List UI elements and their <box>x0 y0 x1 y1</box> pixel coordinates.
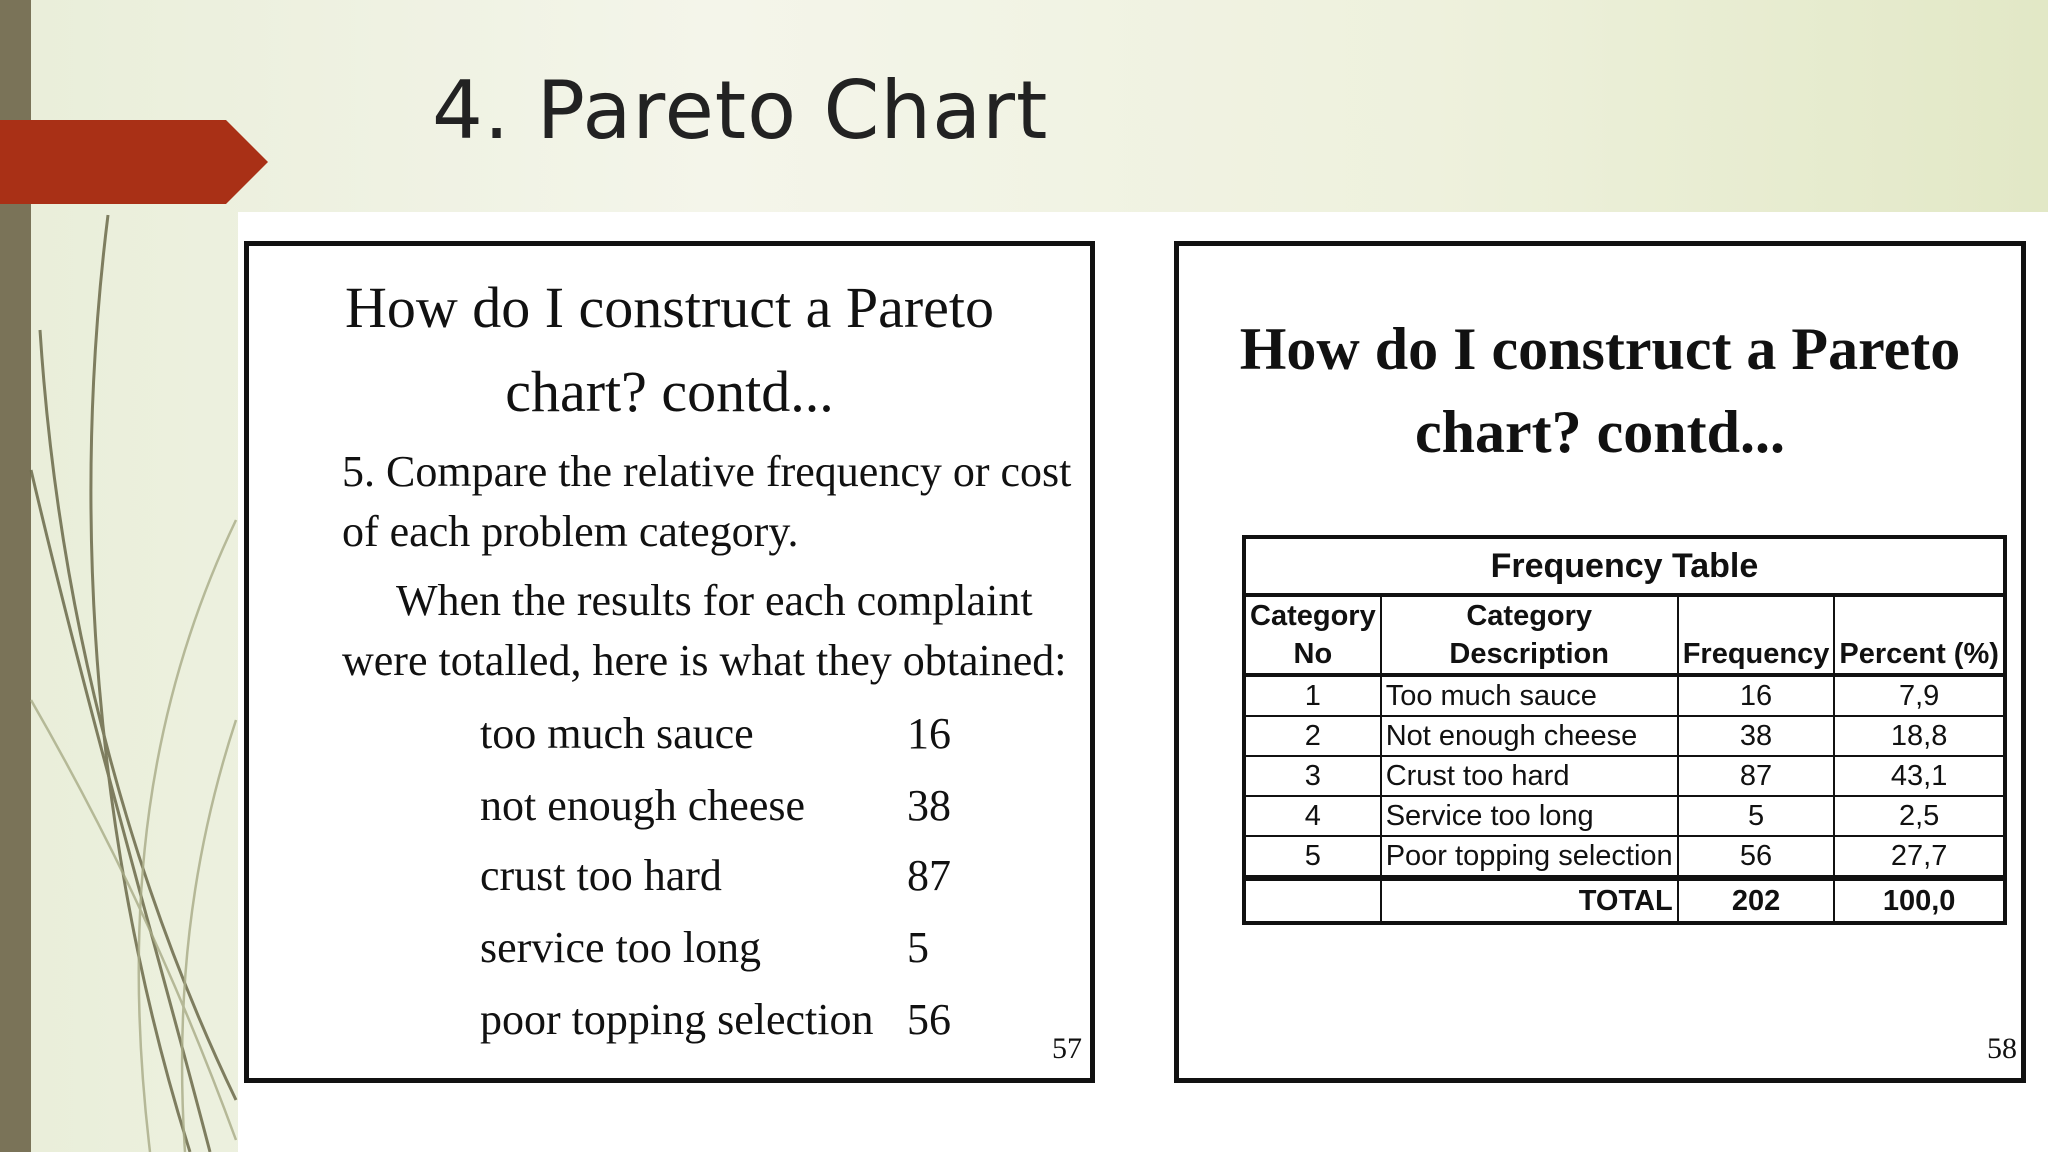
complaint-label: too much sauce <box>480 709 754 758</box>
cell-no: 1 <box>1244 675 1381 716</box>
header-percent: Percent (%) <box>1834 635 2005 675</box>
cell-percent: 18,8 <box>1834 716 2005 756</box>
cell-percent: 27,7 <box>1834 836 2005 878</box>
embedded-slide-57 <box>244 241 1095 1083</box>
left-heading-line-1: How do I construct a Pareto <box>344 275 995 340</box>
results-line-2: were totalled, here is what they obtained: <box>342 636 1067 685</box>
complaint-count: 16 <box>907 709 951 758</box>
total-row <box>1244 878 2005 923</box>
header-percent-top <box>1834 595 2005 635</box>
cell-description: Poor topping selection <box>1381 836 1678 878</box>
embedded-slide-58 <box>1174 241 2026 1083</box>
complaint-count: 56 <box>907 995 951 1044</box>
table-row <box>1244 796 2005 836</box>
table-row <box>1244 716 2005 756</box>
complaint-label: service too long <box>480 923 762 972</box>
cell-description: Not enough cheese <box>1381 716 1678 756</box>
total-empty-cell <box>1244 878 1381 923</box>
accent-arrow-shape <box>0 120 268 204</box>
cell-frequency: 38 <box>1678 716 1835 756</box>
table-row <box>1244 675 2005 716</box>
cell-frequency: 5 <box>1678 796 1835 836</box>
cell-frequency: 56 <box>1678 836 1835 878</box>
complaint-count: 5 <box>907 923 929 972</box>
table-row <box>1244 836 2005 878</box>
header-frequency: Frequency <box>1678 635 1835 675</box>
header-category-description-line-2: Description <box>1381 635 1678 675</box>
right-heading-line-1: How do I construct a Pareto <box>1239 316 1961 382</box>
page-number: 58 <box>1987 1032 2017 1065</box>
header-category-no: Category <box>1244 595 1381 635</box>
cell-frequency: 87 <box>1678 756 1835 796</box>
header-category-no-line-2: No <box>1244 635 1381 675</box>
cell-no: 2 <box>1244 716 1381 756</box>
left-heading-line-2: chart? contd... <box>505 359 834 424</box>
cell-no: 5 <box>1244 836 1381 878</box>
step-line-2: of each problem category. <box>342 507 799 556</box>
cell-frequency: 16 <box>1678 675 1835 716</box>
cell-percent: 7,9 <box>1834 675 2005 716</box>
complaint-count: 87 <box>907 851 951 900</box>
table-row <box>1244 756 2005 796</box>
complaint-label: not enough cheese <box>480 781 805 830</box>
step-5-text <box>342 442 1071 562</box>
total-frequency: 202 <box>1678 878 1835 923</box>
results-intro-text <box>342 571 1067 691</box>
page-number: 57 <box>1052 1032 1082 1065</box>
complaint-label: poor topping selection <box>480 995 874 1044</box>
header-category-description: Category <box>1381 595 1678 635</box>
complaint-count: 38 <box>907 781 951 830</box>
right-heading-line-2: chart? contd... <box>1415 399 1785 465</box>
slide-title: 4. Pareto Chart <box>432 64 1049 157</box>
cell-description: Too much sauce <box>1381 675 1678 716</box>
table-caption: Frequency Table <box>1244 537 2005 595</box>
left-slide-heading <box>249 266 1090 434</box>
total-label: TOTAL <box>1381 878 1678 923</box>
header-frequency-top <box>1678 595 1835 635</box>
cell-description: Crust too hard <box>1381 756 1678 796</box>
frequency-table <box>1242 535 2007 925</box>
results-line-1: When the results for each complaint <box>396 576 1033 625</box>
step-line-1: 5. Compare the relative frequency or cost <box>342 447 1072 496</box>
cell-description: Service too long <box>1381 796 1678 836</box>
cell-no: 3 <box>1244 756 1381 796</box>
complaint-label: crust too hard <box>480 851 722 900</box>
total-percent: 100,0 <box>1834 878 2005 923</box>
cell-percent: 43,1 <box>1834 756 2005 796</box>
cell-percent: 2,5 <box>1834 796 2005 836</box>
cell-no: 4 <box>1244 796 1381 836</box>
right-slide-heading <box>1179 308 2021 474</box>
